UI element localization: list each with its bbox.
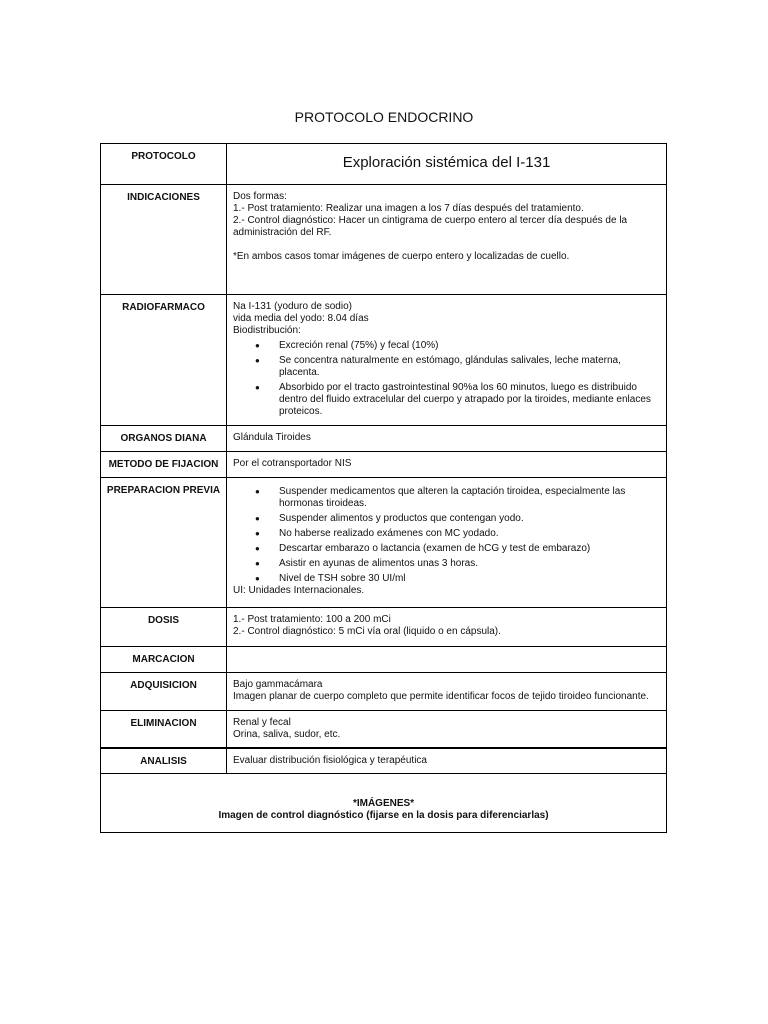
- label-eliminacion: ELIMINACION: [101, 711, 227, 748]
- row-marcacion: [101, 647, 667, 673]
- list-item: ● No haberse realizado exámenes con MC yodado.: [233, 528, 660, 540]
- row-imagenes: [101, 774, 667, 833]
- protocol-table: [100, 143, 667, 833]
- row-indicaciones: [101, 185, 667, 295]
- list-item: ● Suspender alimentos y productos que contengan yodo.: [233, 513, 660, 525]
- list-item: ● Nivel de TSH sobre 30 UI/ml: [233, 573, 660, 585]
- label-protocolo: PROTOCOLO: [101, 144, 227, 185]
- document-title: PROTOCOLO ENDOCRINO: [294, 109, 474, 125]
- indicaciones-note: *En ambos casos tomar imágenes de cuerpo entero y localizadas de cuello.: [233, 251, 570, 262]
- label-radiofarmaco: RADIOFARMACO: [101, 295, 227, 426]
- row-dosis: [101, 608, 667, 647]
- value-fijacion: Por el cotransportador NIS: [227, 452, 667, 478]
- text-line: Biodistribución:: [233, 325, 301, 336]
- text-line: Orina, saliva, sudor, etc.: [233, 729, 341, 740]
- bullet-list: [233, 486, 660, 585]
- label-organos: ORGANOS DIANA: [101, 426, 227, 452]
- text-line: Na I-131 (yoduro de sodio): [233, 301, 352, 312]
- row-eliminacion: [101, 711, 667, 748]
- row-protocolo: [101, 144, 667, 185]
- text-line: Renal y fecal: [233, 717, 291, 728]
- text-line: 1.- Post tratamiento: 100 a 200 mCi: [233, 614, 391, 625]
- row-analisis: [101, 748, 667, 774]
- label-indicaciones: INDICACIONES: [101, 185, 227, 295]
- text-line: 2.- Control diagnóstico: 5 mCi vía oral (liquido o en cápsula).: [233, 626, 501, 637]
- bullet-list: [233, 340, 660, 418]
- imagenes-subtitle: Imagen de control diagnóstico (fijarse en la dosis para diferenciarlas): [218, 810, 549, 821]
- protocol-name: Exploración sistémica del I-131: [342, 154, 551, 171]
- label-analisis: ANALISIS: [101, 748, 227, 774]
- list-item: ● Asistir en ayunas de alimentos unas 3 horas.: [233, 558, 660, 570]
- label-dosis: DOSIS: [101, 608, 227, 647]
- text-line: 1.- Post tratamiento: Realizar una imagen a los 7 días después del tratamiento.: [233, 203, 584, 214]
- label-marcacion: MARCACION: [101, 647, 227, 673]
- label-adquisicion: ADQUISICION: [101, 673, 227, 711]
- text-line: vida media del yodo: 8.04 días: [233, 313, 369, 324]
- list-item: ● Se concentra naturalmente en estómago, glándulas salivales, leche materna, placenta.: [233, 355, 660, 379]
- preparacion-footnote: UI: Unidades Internacionales.: [233, 585, 365, 596]
- list-item: ● Excreción renal (75%) y fecal (10%): [233, 340, 660, 352]
- row-fijacion: [101, 452, 667, 478]
- list-item: ● Absorbido por el tracto gastrointestinal 90%a los 60 minutos, luego es distribuido dentro del fluido extracelular del cuerpo y atrapado por la tiroides, mediante enlaces proteicos.: [233, 382, 660, 418]
- text-line: 2.- Control diagnóstico: Hacer un cintigrama de cuerpo entero al tercer día después de la administración del RF.: [233, 215, 628, 238]
- label-fijacion: METODO DE FIJACION: [101, 452, 227, 478]
- list-item: ● Suspender medicamentos que alteren la captación tiroidea, especialmente las hormonas tiroideas.: [233, 486, 660, 510]
- value-marcacion: [227, 647, 667, 673]
- text-line: Imagen planar de cuerpo completo que permite identificar focos de tejido tiroideo funcionante.: [233, 691, 649, 702]
- row-radiofarmaco: [101, 295, 667, 426]
- list-item: ● Descartar embarazo o lactancia (examen de hCG y test de embarazo): [233, 543, 660, 555]
- row-adquisicion: [101, 673, 667, 711]
- imagenes-title: *IMÁGENES*: [352, 798, 415, 809]
- text-line: Dos formas:: [233, 191, 287, 202]
- text-line: Bajo gammacámara: [233, 679, 323, 690]
- value-organos: Glándula Tiroides: [227, 426, 667, 452]
- row-preparacion: [101, 478, 667, 608]
- value-analisis: Evaluar distribución fisiológica y terapéutica: [227, 748, 667, 774]
- label-preparacion: PREPARACION PREVIA: [101, 478, 227, 608]
- row-organos: [101, 426, 667, 452]
